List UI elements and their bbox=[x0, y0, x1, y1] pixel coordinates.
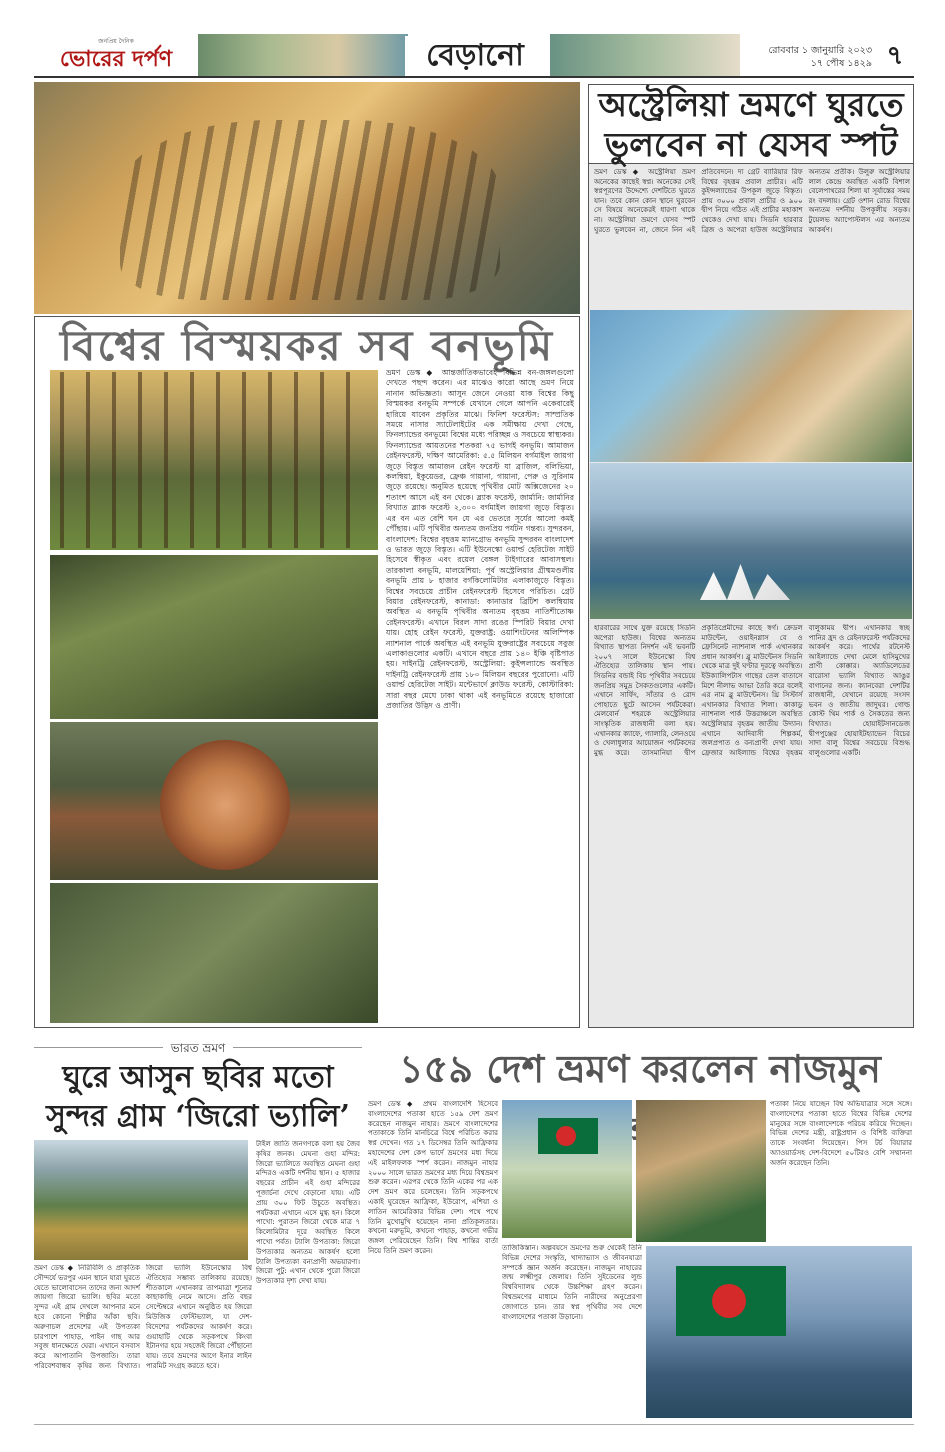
tiger-photo-detail bbox=[120, 120, 500, 300]
masthead-logo bbox=[36, 36, 196, 74]
travel-article-body-1: ভ্রমণ ডেস্ক ◆ প্রথম বাংলাদেশি হিসেবে বাংলাদেশের পতাকা হাতে ১৫৯ দেশ ভ্রমণ করেছেন নাজমুন নাহার। ভ্রমণে বাংলাদেশের পতাকাকে তিনি মানচিত্রে বিশ্বে পরিচিত করার স্বপ্ন দেখেন। গত ১৭ ডিসেম্বর তিনি আফ্রিকার মহাদেশের দেশ কেপ ভার্দে ভ্রমণের মধ্য দিয়ে এই মাইলফলক স্পর্শ করেন। নাজমুন নাহার ২০০০ সালে ভারত ভ্রমণের মধ্য দিয়ে বিশ্বভ্রমণ শুরু করেন। এরপর থেকে তিনি একের পর এক দেশ ভ্রমণ করে চলেছেন। তিনি সড়কপথে একাই ঘুরেছেন আফ্রিকা, ইউরোপ, এশিয়া ও লাতিন আমেরিকার বিভিন্ন দেশ। পথে পথে তিনি মুখোমুখি হয়েছেন নানা প্রতিকূলতার। কখনো মরুভূমি, কখনো পাহাড়, কখনো গভীর জঙ্গল পেরিয়েছেন তিনি। বিশ্ব শান্তির বার্তা নিয়ে তিনি ভ্রমণ করেন। bbox=[368, 1100, 498, 1255]
soldier-forest-photo bbox=[50, 883, 378, 1023]
sunlit-forest-trees bbox=[60, 372, 370, 548]
bangladesh-flag-large bbox=[676, 1266, 786, 1336]
cut-log bbox=[160, 740, 290, 870]
flag-red-circle bbox=[556, 1126, 576, 1146]
travel-article-body-3: তাজিকিস্তান। অল্পবয়সে ভ্রমণের শুরু থেকেই তিনি বিভিন্ন দেশের সংস্কৃতি, খাদ্যাভ্যাস ও জীবনযাত্রা সম্পর্কে জ্ঞান অর্জন করেছেন। নাজমুন নাহারের জন্ম লক্ষ্মীপুর জেলায়। তিনি সুইডেনের লুন্ড বিশ্ববিদ্যালয় থেকে উচ্চশিক্ষা গ্রহণ করেন। বিশ্বভ্রমণের মাধ্যমে তিনি নারীদের অনুপ্রেরণা জোগাতে চান। তার স্বপ্ন পৃথিবীর সব দেশে বাংলাদেশের পতাকা উড়ানো। bbox=[502, 1244, 642, 1321]
india-article-body-right: টাইল জাতি জনগণকে বলা হয় জৈব কৃষির জনক। মেঘনা গুহা মন্দির: জিরো ভ্যালিতে অবস্থিত মেঘনা গুহা মন্দিরও একটি দর্শনীয় স্থান। ৫ হাজার বছরের প্রাচীন এই গুহা মন্দিরের পূজার্চনা দেখে বেড়ানো যায়। এটি প্রায় ৩০০ ফিট উচুতে অবস্থিত। পর্যটকরা এখানে এসে মুগ্ধ হন। কিলে পাখো: পুরাতন জিরো থেকে মাত্র ৭ কিলোমিটার দূরে অবস্থিত কিলে পাখো পর্বত। ট্যালি উপত্যকা: জিরো উপত্যকার অন্যতম আকর্ষণ হলো ট্যালি উপত্যকা বন্যপ্রাণী অভয়ারণ্য। জিরো পুটু: এখান থেকে পুরো জিরো উপত্যকার দৃশ্য দেখা যায়। bbox=[256, 1140, 360, 1286]
aus-article-body-bottom: হারবারের সাথে যুক্ত রয়েছে সিডনি অপেরা হাউজ। বিশ্বের অন্যতম বিখ্যাত স্থাপত্য নিদর্শন এই ভবনটি ২০০৭ সালে ইউনেস্কো বিশ্ব ঐতিহ্যের তালিকায় স্থান পায়। সিডনির বন্ডাই বিচ পৃথিবীর সবচেয়ে জনপ্রিয় সমুদ্র সৈকতগুলোর একটি। এখানে সার্ফিং, সাঁতার ও রোদ পোহাতে ছুটে আসেন পর্যটকেরা। মেলবোর্ন শহরকে অস্ট্রেলিয়ার সাংস্কৃতিক রাজধানী বলা হয়। এখানকার ক্যাফে, গ্যালারি, লেনওয়ে ও খেলাধুলার আয়োজন পর্যটকদের মুগ্ধ করে। তাসমানিয়া দ্বীপ প্রকৃতিপ্রেমীদের কাছে স্বর্গ। ক্রেডল মাউন্টেন, ওয়াইনগ্লাস বে ও ফ্রেসিনেট ন্যাশনাল পার্ক এখানকার প্রধান আকর্ষণ। ব্লু মাউন্টেনস সিডনি থেকে মাত্র দুই ঘণ্টার দূরত্বে অবস্থিত। ইউক্যালিপটাস গাছের তেল বাতাসে মিশে নীলাভ আভা তৈরি করে বলেই এর নাম ব্লু মাউন্টেনস। থ্রি সিস্টার্স এখানকার বিখ্যাত শিলা। কাকাডু ন্যাশনাল পার্ক উত্তরাঞ্চলে অবস্থিত অস্ট্রেলিয়ার বৃহত্তম জাতীয় উদ্যান। এখানে আদিবাসী শিল্পকর্ম, জলপ্রপাত ও বন্যপ্রাণী দেখা যায়। ফ্রেজার আইল্যান্ড বিশ্বের বৃহত্তম বালুকাময় দ্বীপ। এখানকার স্বচ্ছ পানির হ্রদ ও রেইনফরেস্ট পর্যটকদের আকর্ষণ করে। পার্থের রটনেস্ট আইল্যান্ডে দেখা মেলে হাসিমুখের প্রাণী কোক্কার। অ্যাডিলেডের বারোসা ভ্যালি বিখ্যাত আঙুর বাগানের জন্য। ক্যানবেরা দেশটির রাজধানী, যেখানে রয়েছে সংসদ ভবন ও জাতীয় জাদুঘর। গোল্ড কোস্ট থিম পার্ক ও সৈকতের জন্য বিখ্যাত। হোয়াইটসানডেজ দ্বীপপুঞ্জের হোয়াইটহ্যাভেন বিচের সাদা বালু বিশ্বের সবচেয়ে বিশুদ্ধ বালুগুলোর একটি। bbox=[594, 624, 910, 757]
forest-article-body: ভ্রমণ ডেস্ক ◆ আন্তর্জাতিকভাবেই বিভিন্ন বন-জঙ্গলগুলো দেখতে পছন্দ করেন। এর মাঝেও কারো আছে ভ্রমণ নিয়ে নানান অভিজ্ঞতা। আসুন জেনে নেওয়া যাক বিশ্বের কিছু বিস্ময়কর বনভূমি সম্পর্কে যেখানে গেলে আপনি একেবারেই হারিয়ে যাবেন প্রকৃতির মাঝে। ফিনিশ ফরেস্টস: সাম্প্রতিক সময়ে নাসার স্যাটেলাইটের এক সমীক্ষায় দেখা গেছে, ফিনল্যান্ডের বনভূমো বিশ্বের মধ্যে পরিচ্ছন্ন ও সবচেয়ে স্বাস্থ্যকর। ফিনল্যান্ডের আয়তনের শতকরা ৭৫ ভাগই বনভূমি। আমাজন রেইনফরেস্ট, দক্ষিণ আমেরিকা: ৫.৫ মিলিয়ন বর্গমাইল জায়গা জুড়ে বিস্তৃত আমাজন রেইন ফরেস্ট যা ব্রাজিল, বলিভিয়া, কলম্বিয়া, ইকুয়েডর, ফ্রেঞ্চ গায়ানা, গায়ানা, পেরু ও সুরিনাম জুড়ে রয়েছে। অনুমিত হয়েছে পৃথিবীর মোট অক্সিজেনের ২০ শতাংশ আসে এই বন থেকে। ব্ল্যাক ফরেস্ট, জার্মানি: জার্মানির বিখ্যাত ব্ল্যাক ফরেস্ট ২,৩০০ বর্গমাইল জায়গা জুড়ে বিস্তৃত। এর বন এত বেশি ঘন যে এর ভেতরে সূর্যের আলো কমই পৌঁছায়। এটি পৃথিবীর অন্যতম জনপ্রিয় পর্যটন গন্তব্য। সুন্দরবন, বাংলাদেশ: বিশ্বের বৃহত্তম ম্যানগ্রোভ বনভূমি সুন্দরবন বাংলাদেশ ও ভারত জুড়ে বিস্তৃত। এটি ইউনেস্কো ওয়ার্ল্ড হেরিটেজ সাইট হিসেবে স্বীকৃত এবং রয়েল বেঙ্গল টাইগারের আবাসস্থল। তারকালা বনভূমি, মালয়েশিয়া: পূর্ব অস্ট্রেলিয়ার গ্রীষ্মমণ্ডলীয় বনভূমি প্রায় ৮ হাজার বর্গকিলোমিটার এলাকাজুড়ে বিস্তৃত। বিশ্বের সবচেয়ে প্রাচীন রেইনফরেস্ট হিসেবে পরিচিত। গ্রেট বিয়ার রেইনফরেস্ট, কানাডা: কানাডার ব্রিটিশ কলম্বিয়ায় অবস্থিত এ বনভূমি পৃথিবীর অন্যতম বৃহত্তম নাতিশীতোষ্ণ রেইনফরেস্ট। এখানে বিরল সাদা রঙের স্পিরিট বিয়ার দেখা যায়। হোহ রেইন ফরেস্ট, যুক্তরাষ্ট্র: ওয়াশিংটনের অলিম্পিক ন্যাশনাল পার্কে অবস্থিত এই বনভূমি যুক্তরাষ্ট্রের সবচেয়ে সবুজ এলাকাগুলোর একটি। এখানে বছরে প্রায় ১৪০ ইঞ্চি বৃষ্টিপাত হয়। দাইনট্রি রেইনফরেস্ট, অস্ট্রেলিয়া: কুইন্সল্যান্ডে অবস্থিত দাইনট্রি রেইনফরেস্ট প্রায় ১৮০ মিলিয়ন বছরের পুরোনো। এটি ওয়ার্ল্ড হেরিটেজ সাইট। মন্টেভার্দে ক্লাউড ফরেস্ট, কোস্টারিকা: সারা বছর মেঘে ঢাকা থাকা এই বনভূমিতে রয়েছে হাজারো প্রজাতির উদ্ভিদ ও প্রাণী। bbox=[386, 368, 574, 710]
section-title: বেড়ানো bbox=[405, 36, 545, 76]
flag-red-circle-large bbox=[712, 1284, 746, 1318]
aus-headline: অস্ট্রেলিয়া ভ্রমণে ঘুরতে ভুলবেন না যেসব স্পট bbox=[588, 84, 914, 164]
flag-cliff-photo bbox=[502, 1100, 632, 1238]
date-bengali: ১৭ পৌষ ১৪২৯ bbox=[810, 58, 872, 69]
dateline bbox=[742, 44, 872, 70]
page-number: ৭ bbox=[886, 41, 904, 71]
aus-article-body-top: ভ্রমণ ডেস্ক ◆ অস্ট্রেলিয়া ভ্রমণ অনেকের কাছেই স্বপ্ন। অনেকের সেই স্বপ্নপূরণের উদ্দেশ্যে দেশটিতে ঘুরতে যান। তবে কোন কোন স্থানে ঘুরবেন সে বিষয়ে অনেকেরই ধারণা থাকে না। অস্ট্রেলিয়া ভ্রমণে যেসব স্পট ঘুরতে ভুলবেন না, জেনে নিন এই প্রতিবেদনে। দ্য গ্রেট ব্যারিয়ার রিফ বিশ্বের বৃহত্তম প্রবাল প্রাচীর। এটি কুইন্সল্যান্ডের উপকূল জুড়ে বিস্তৃত। প্রায় ৩০০০ প্রবাল প্রাচীর ও ৯০০ দ্বীপ নিয়ে গঠিত এই প্রাচীর মহাকাশ থেকেও দেখা যায়। সিডনি হারবার ব্রিজ ও অপেরা হাউজ অস্ট্রেলিয়ার অন্যতম প্রতীক। উলুরু অস্ট্রেলিয়ার লাল কেন্দ্রে অবস্থিত একটি বিশাল বেলেপাথরের শিলা যা সূর্যাস্তের সময় রং বদলায়। গ্রেট ওশান রোড বিশ্বের অন্যতম দর্শনীয় উপকূলীয় সড়ক। টুয়েলভ অ্যাপোস্টলস এর অন্যতম আকর্ষণ। bbox=[594, 168, 910, 234]
india-article-body-bottom: ভ্রমণ ডেস্ক ◆ নিরিবিলি ও প্রাকৃতিক সৌন্দর্যে ভরপুর এমন স্থানে যারা ঘুরতে যেতে ভালোবাসেন তাদের জন্য আদর্শ জায়গা জিরো ভ্যালি। ছবির মতো সুন্দর এই গ্রাম দেখলে আপনার মনে হবে কোনো শিল্পীর আঁকা ছবি। অরুণাচল প্রদেশের এই উপত্যকা চারপাশে পাহাড়, পাইন গাছ আর সবুজ ধানক্ষেতে ঘেরা। এখানে বসবাস করে আপাতানি উপজাতি। তারা পরিবেশবান্ধব কৃষির জন্য বিখ্যাত। জিরো ভ্যালি ইউনেস্কোর বিশ্ব ঐতিহ্যের সম্ভাব্য তালিকায় রয়েছে। শীতকালে এখানকার তাপমাত্রা শূন্যের কাছাকাছি নেমে আসে। প্রতি বছর সেপ্টেম্বরে এখানে অনুষ্ঠিত হয় জিরো মিউজিক ফেস্টিভ্যাল, যা দেশ-বিদেশের পর্যটকদের আকর্ষণ করে। গুয়াহাটি থেকে সড়কপথে কিংবা ইটানগর হয়ে সহজেই জিরো পৌঁছানো যায়। তবে ভ্রমণের আগে ইনার লাইন পারমিট সংগ্রহ করতে হবে। bbox=[34, 1264, 252, 1370]
date-gregorian: রোববার ১ জানুয়ারি ২০২৩ bbox=[768, 45, 872, 56]
india-headline: ঘুরে আসুন ছবির মতো সুন্দর গ্রাম ‘জিরো ভ্যালি’ bbox=[46, 1060, 350, 1134]
travel-headline: ১৫৯ দেশ ভ্রমণ করলেন নাজমুন bbox=[399, 1046, 881, 1091]
india-label: ভারত ভ্রমণ bbox=[34, 1038, 362, 1058]
banner-photo-2 bbox=[550, 34, 740, 76]
bangladesh-flag bbox=[538, 1118, 598, 1154]
forest-headline: বিশ্বের বিস্ময়কর সব বনভূমি bbox=[59, 321, 555, 370]
tribe-walking-photo bbox=[50, 555, 378, 719]
zero-valley-photo bbox=[34, 1140, 248, 1260]
bottom-rule bbox=[34, 1424, 914, 1425]
masthead-title: ভোরের দর্পণ bbox=[59, 46, 173, 72]
travel-article-body-2: পতাকা নিয়ে যাচ্ছেন বিশ্ব অভিযাত্রার সঙ্গে সঙ্গে। বাংলাদেশের পতাকা হাতে বিশ্বের বিভিন্ন দেশের মানুষের সঙ্গে বাংলাদেশকে পরিচয় করিয়ে দিচ্ছেন। বিভিন্ন দেশের মন্ত্রী, রাষ্ট্রপ্রধান ও বিশিষ্ট ব্যক্তিরা তাকে সংবর্ধনা দিয়েছেন। পিস টর্চ বিয়ারার অ্যাওয়ার্ডসহ দেশ-বিদেশে ৫০টিরও বেশি সম্মাননা অর্জন করেছেন তিনি। bbox=[770, 1100, 912, 1167]
women-photo bbox=[636, 1100, 766, 1242]
flag-waterfront-photo bbox=[646, 1246, 912, 1418]
coast-view-photo bbox=[590, 310, 912, 462]
masthead-subtitle: জনপ্রিয় দৈনিক bbox=[98, 38, 134, 45]
banner-photo bbox=[198, 34, 408, 76]
